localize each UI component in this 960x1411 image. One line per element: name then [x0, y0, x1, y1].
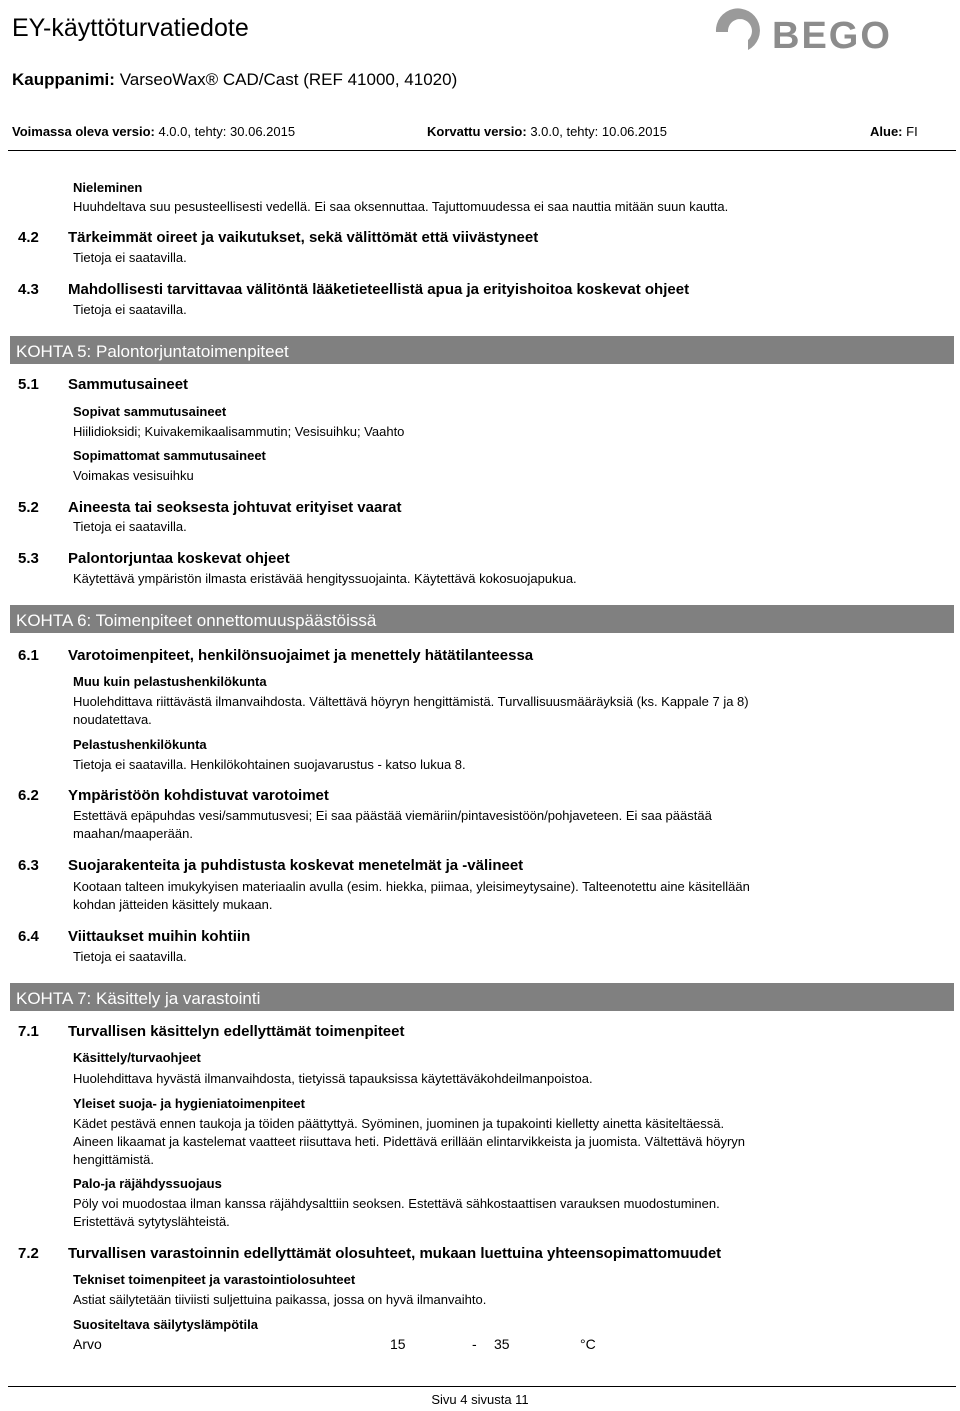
replaced-version — [427, 124, 667, 139]
section-6-header: KOHTA 6: Toimenpiteet onnettomuuspäästöissä — [10, 605, 954, 633]
handling-title: Käsittely/turvaohjeet — [73, 1050, 201, 1065]
temperature-unit: °C — [580, 1336, 596, 1352]
subsection-number: 6.2 — [18, 787, 39, 804]
non-emergency-title: Muu kuin pelastushenkilökunta — [73, 674, 267, 689]
subsection-heading: Suojarakenteita ja puhdistusta koskevat menetelmät ja -välineet — [68, 857, 524, 874]
subsection-text-line: kohdan jätteiden käsittely mukaan. — [73, 897, 273, 912]
subsection-heading: Palontorjuntaa koskevat ohjeet — [68, 550, 290, 567]
subsection-number: 6.1 — [18, 647, 39, 664]
swallowing-title: Nieleminen — [73, 180, 143, 195]
subsection-text: Tietoja ei saatavilla. — [73, 302, 187, 317]
page-number: Sivu 4 sivusta 11 — [431, 1392, 529, 1407]
subsection-number: 5.2 — [18, 499, 39, 516]
subsection-heading: Turvallisen käsittelyn edellyttämät toimenpiteet — [68, 1023, 405, 1040]
fire-protection-title: Palo-ja räjähdyssuojaus — [73, 1176, 222, 1191]
logo-wordmark: BEGO — [772, 15, 892, 57]
suitable-media-title: Sopivat sammutusaineet — [73, 404, 227, 419]
subsection-text: Tietoja ei saatavilla. — [73, 250, 187, 265]
subsection-number: 5.3 — [18, 550, 39, 567]
temperature-min: 15 — [390, 1336, 406, 1352]
subsection-text-line: maahan/maaperään. — [73, 826, 193, 841]
region — [870, 124, 918, 139]
valid-version — [12, 124, 295, 139]
region-label: Alue: — [870, 124, 903, 139]
valid-version-value: 4.0.0, tehty: 30.06.2015 — [158, 124, 296, 139]
header-divider — [8, 150, 956, 151]
storage-temperature-title: Suositeltava säilytyslämpötila — [73, 1317, 258, 1332]
hygiene-title: Yleiset suoja- ja hygieniatoimenpiteet — [73, 1096, 305, 1111]
subsection-text-line: Kootaan talteen imukykyisen materiaalin avulla (esim. hiekka, piimaa, yleisimeytysaine). Talteenotettu aine käsitellään — [73, 879, 750, 894]
section-5-header: KOHTA 5: Palontorjuntatoimenpiteet — [10, 336, 954, 364]
subsection-heading: Viittaukset muihin kohtiin — [68, 928, 251, 945]
subsection-number: 6.3 — [18, 857, 39, 874]
trade-name-label: Kauppanimi: — [12, 70, 115, 89]
footer-divider — [8, 1386, 956, 1387]
subsection-heading: Ympäristöön kohdistuvat varotoimet — [68, 787, 329, 804]
emergency-responders-text: Tietoja ei saatavilla. Henkilökohtainen suojavarustus - katso lukua 8. — [73, 757, 466, 772]
subsection-heading: Sammutusaineet — [68, 376, 189, 393]
region-value: FI — [906, 124, 918, 139]
subsection-number: 6.4 — [18, 928, 39, 945]
non-emergency-text-line: noudatettava. — [73, 712, 152, 727]
subsection-number: 7.2 — [18, 1245, 39, 1262]
bego-logo-icon — [708, 6, 924, 58]
subsection-heading: Aineesta tai seoksesta johtuvat erityiset vaarat — [68, 499, 402, 516]
handling-text: Huolehdittava hyvästä ilmanvaihdosta, tietyissä tapauksissa käytettäväkohdeilmanpoistoa. — [73, 1071, 593, 1086]
valid-version-label: Voimassa oleva versio: — [12, 124, 155, 139]
subsection-heading: Tärkeimmät oireet ja vaikutukset, sekä välittömät että viivästyneet — [68, 229, 539, 246]
subsection-number: 4.3 — [18, 281, 39, 298]
unsuitable-media-title: Sopimattomat sammutusaineet — [73, 448, 266, 463]
fire-protection-text-line: Pöly voi muodostaa ilman kanssa räjähdysalttiin seoksen. Estettävä sähkostaattisen varauksen muodostuminen. — [73, 1196, 720, 1211]
subsection-number: 5.1 — [18, 376, 39, 393]
subsection-number: 7.1 — [18, 1023, 39, 1040]
hygiene-text-line: hengittämistä. — [73, 1152, 154, 1167]
non-emergency-text-line: Huolehdittava riittävästä ilmanvaihdosta. Vältettävä höyryn hengittämistä. Turvallisuusmääräyksiä (ks. Kappale 7 ja 8) — [73, 694, 749, 709]
bego-logo — [708, 6, 924, 58]
subsection-heading: Mahdollisesti tarvittavaa välitöntä lääketieteellistä apua ja erityishoitoa koskevat ohjeet — [68, 281, 690, 298]
trade-name-value: VarseoWax® CAD/Cast (REF 41000, 41020) — [119, 70, 458, 89]
trade-name — [12, 70, 457, 90]
section-7-header: KOHTA 7: Käsittely ja varastointi — [10, 983, 954, 1011]
subsection-text: Tietoja ei saatavilla. — [73, 519, 187, 534]
fire-protection-text-line: Eristettävä sytytyslähteistä. — [73, 1214, 230, 1229]
unsuitable-media-text: Voimakas vesisuihku — [73, 468, 194, 483]
subsection-text: Käytettävä ympäristön ilmasta eristävää hengityssuojainta. Käytettävä kokosuojapukua. — [73, 571, 577, 586]
temperature-label: Arvo — [73, 1336, 102, 1352]
suitable-media-text: Hiilidioksidi; Kuivakemikaalisammutin; Vesisuihku; Vaahto — [73, 424, 405, 439]
document-title: EY-käyttöturvatiedote — [12, 14, 249, 42]
temperature-max: 35 — [494, 1336, 510, 1352]
replaced-version-value: 3.0.0, tehty: 10.06.2015 — [530, 124, 667, 139]
subsection-heading: Turvallisen varastoinnin edellyttämät olosuhteet, mukaan luettuina yhteensopimattomuudet — [68, 1245, 722, 1262]
replaced-version-label: Korvattu versio: — [427, 124, 527, 139]
storage-conditions-text: Astiat säilytetään tiiviisti suljettuina paikassa, jossa on hyvä ilmanvaihto. — [73, 1292, 487, 1307]
subsection-number: 4.2 — [18, 229, 39, 246]
subsection-text-line: Estettävä epäpuhdas vesi/sammutusvesi; Ei saa päästää viemäriin/pintavesistöön/pohjaveteen. Ei saa päästää — [73, 808, 712, 823]
storage-conditions-title: Tekniset toimenpiteet ja varastointiolosuhteet — [73, 1272, 356, 1287]
subsection-text: Tietoja ei saatavilla. — [73, 949, 187, 964]
hygiene-text-line: Kädet pestävä ennen taukoja ja töiden päättyttyä. Syöminen, juominen ja tupakointi kielletty ainetta käsiteltäessä. — [73, 1116, 725, 1131]
subsection-heading: Varotoimenpiteet, henkilönsuojaimet ja menettely hätätilanteessa — [68, 647, 534, 664]
swallowing-text: Huuhdeltava suu pesusteellisesti vedellä. Ei saa oksennuttaa. Tajuttomuudessa ei saa nauttia mitään suun kautta. — [73, 199, 729, 214]
emergency-responders-title: Pelastushenkilökunta — [73, 737, 207, 752]
hygiene-text-line: Aineen likaamat ja kastelemat vaatteet riisuttava heti. Pidettävä erillään elintarvikkeista ja juomista. Vältettävä höyryn — [73, 1134, 746, 1149]
temperature-dash: - — [472, 1336, 477, 1352]
